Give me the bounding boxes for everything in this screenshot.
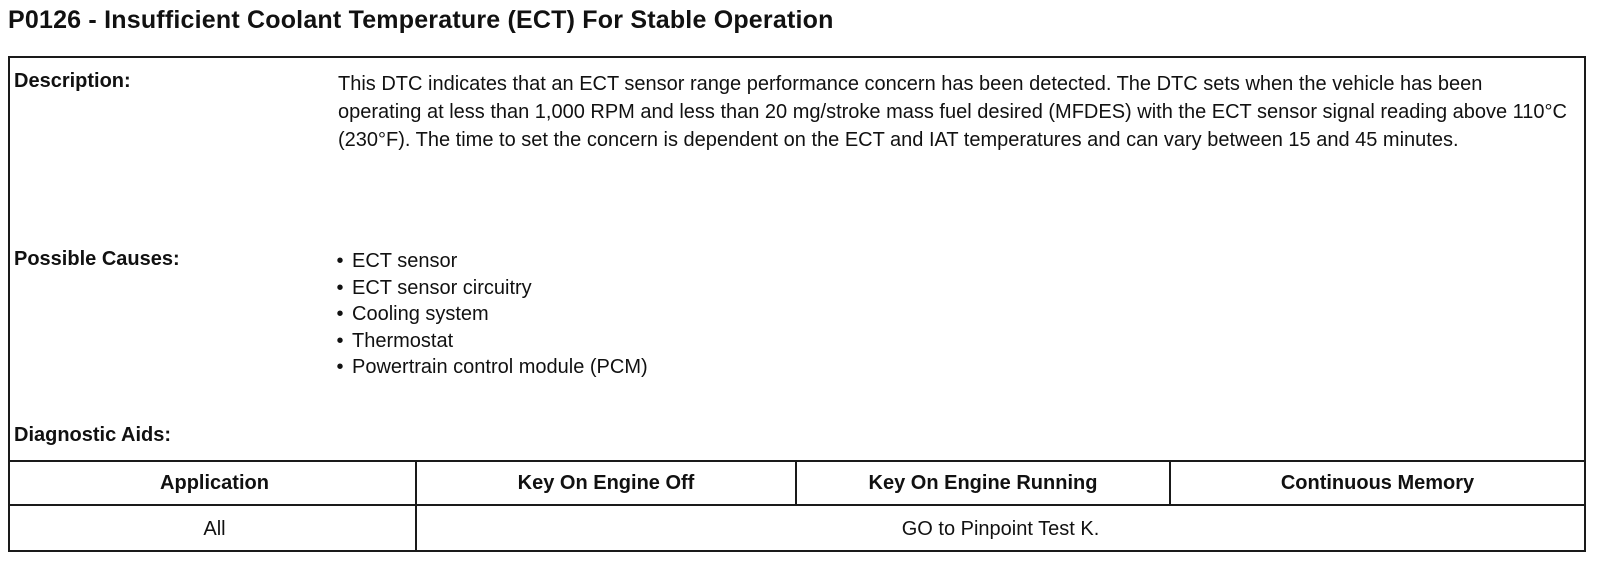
list-item — [328, 354, 648, 381]
possible-causes-label: Possible Causes: — [14, 248, 180, 270]
application-table — [10, 460, 1584, 552]
description-label: Description: — [14, 70, 131, 92]
list-item — [328, 301, 648, 328]
list-item — [328, 248, 648, 275]
bullet-icon: • — [336, 276, 344, 299]
dtc-info-box — [8, 56, 1586, 552]
table-row — [10, 505, 1584, 552]
cause-text: ECT sensor circuitry — [352, 276, 532, 299]
table-header-row — [10, 461, 1584, 505]
cause-text: ECT sensor — [352, 250, 458, 272]
bullet-icon: • — [336, 356, 344, 378]
diagnostic-aids-label: Diagnostic Aids: — [14, 424, 172, 446]
header-key-on-engine-running: Key On Engine Running — [796, 461, 1170, 505]
page-title: P0126 - Insufficient Coolant Temperature (ECT) For Stable Operation — [8, 6, 834, 34]
bullet-icon: • — [336, 303, 344, 325]
bullet-icon: • — [336, 329, 344, 352]
cause-text: Thermostat — [352, 329, 454, 352]
cause-text: Cooling system — [352, 303, 489, 325]
header-continuous-memory: Continuous Memory — [1170, 461, 1584, 505]
bullet-icon: • — [336, 250, 344, 272]
header-key-on-engine-off: Key On Engine Off — [416, 461, 796, 505]
possible-causes-list — [328, 248, 648, 381]
header-application: Application — [10, 461, 416, 505]
cell-action: GO to Pinpoint Test K. — [416, 505, 1584, 552]
description-text: This DTC indicates that an ECT sensor range performance concern has been detected. The DTC sets when the vehicle has been operating at less than 1,000 RPM and less than 20 mg/stroke mass fuel desired (MFDES) with the ECT sensor signal reading above 110°C (230°F). The time to set the concern is dependent on the ECT and IAT temperatures and can vary between 15 and 45 minutes. — [338, 73, 1567, 151]
list-item — [328, 328, 648, 355]
cause-text: Powertrain control module (PCM) — [352, 356, 648, 378]
list-item — [328, 275, 648, 302]
cell-application: All — [10, 505, 416, 552]
